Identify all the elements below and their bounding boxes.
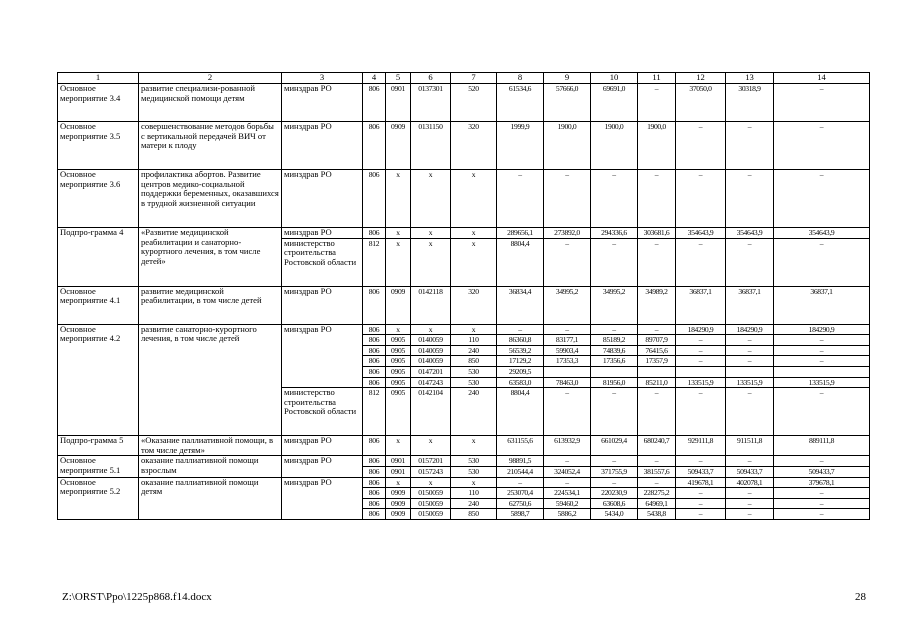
value-2014-cell: – xyxy=(497,324,544,335)
vr-cell: х xyxy=(451,324,497,335)
value-2018-cell: – xyxy=(676,238,726,286)
value-2015-cell: 78463,0 xyxy=(544,377,591,388)
csr-cell: 0157243 xyxy=(411,466,451,477)
value-2019-cell: 30318,9 xyxy=(726,84,774,122)
grbs-cell: 806 xyxy=(363,122,386,170)
grbs-cell: 806 xyxy=(363,498,386,509)
value-2020-cell: – xyxy=(774,170,870,228)
value-2020-cell: – xyxy=(774,84,870,122)
value-2017-cell: 34989,2 xyxy=(638,286,676,324)
executor-cell: минздрав РО xyxy=(282,286,363,324)
value-2014-cell: 631155,6 xyxy=(497,436,544,456)
value-2014-cell: 1999,9 xyxy=(497,122,544,170)
budget-table xyxy=(57,72,870,520)
executor-cell: минздрав РО xyxy=(282,84,363,122)
column-header: 4 xyxy=(363,73,386,84)
value-2016-cell: 63608,6 xyxy=(591,498,638,509)
grbs-cell: 812 xyxy=(363,238,386,286)
grbs-cell: 806 xyxy=(363,345,386,356)
value-2014-cell: – xyxy=(497,477,544,488)
rzpr-cell: х xyxy=(386,170,411,228)
rzpr-cell: 0909 xyxy=(386,286,411,324)
value-2016-cell: – xyxy=(591,324,638,335)
rzpr-cell: х xyxy=(386,228,411,239)
table-row xyxy=(58,477,870,488)
csr-cell: х xyxy=(411,324,451,335)
footer-file-path: Z:\ORST\Ppo\1225p868.f14.docx xyxy=(62,591,212,603)
value-2020-cell: – xyxy=(774,122,870,170)
value-2020-cell: 509433,7 xyxy=(774,466,870,477)
csr-cell: х xyxy=(411,477,451,488)
csr-cell: 0142104 xyxy=(411,388,451,436)
column-header-row xyxy=(58,73,870,84)
value-2018-cell: – xyxy=(676,456,726,467)
activity-cell: Подпро-грамма 4 xyxy=(58,228,139,287)
value-2017-cell: – xyxy=(638,477,676,488)
value-2020-cell: 184290,9 xyxy=(774,324,870,335)
rzpr-cell: 0909 xyxy=(386,122,411,170)
rzpr-cell: 0905 xyxy=(386,377,411,388)
executor-cell: минздрав РО xyxy=(282,477,363,519)
value-2020-cell: – xyxy=(774,335,870,346)
column-header: 5 xyxy=(386,73,411,84)
value-2014-cell: 253070,4 xyxy=(497,488,544,499)
value-2016-cell: 81956,0 xyxy=(591,377,638,388)
value-2020-cell: – xyxy=(774,238,870,286)
csr-cell: 0150059 xyxy=(411,488,451,499)
csr-cell: 0147243 xyxy=(411,377,451,388)
value-2018-cell: 419678,1 xyxy=(676,477,726,488)
description-cell: развитие специализи-рованной медицинской помощи детям xyxy=(139,84,282,122)
executor-cell: минздрав РО xyxy=(282,228,363,239)
vr-cell: 530 xyxy=(451,456,497,467)
activity-cell: Основное мероприятие 5.2 xyxy=(58,477,139,519)
table-row xyxy=(58,84,870,122)
value-2016-cell: 34995,2 xyxy=(591,286,638,324)
executor-cell: минздрав РО xyxy=(282,456,363,477)
value-2015-cell: – xyxy=(544,170,591,228)
rzpr-cell: х xyxy=(386,436,411,456)
grbs-cell: 806 xyxy=(363,477,386,488)
value-2017-cell: 303681,6 xyxy=(638,228,676,239)
value-2020-cell: – xyxy=(774,356,870,367)
value-2019-cell: 354643,9 xyxy=(726,228,774,239)
value-2014-cell: 29209,5 xyxy=(497,366,544,377)
value-2017-cell xyxy=(638,366,676,377)
column-header: 13 xyxy=(726,73,774,84)
value-2015-cell: 5886,2 xyxy=(544,509,591,520)
csr-cell: 0140059 xyxy=(411,345,451,356)
csr-cell: х xyxy=(411,170,451,228)
description-cell: «Развитие медицинской реабилитации и санаторно-курортного лечения, в том числе детей» xyxy=(139,228,282,287)
value-2016-cell: 371755,9 xyxy=(591,466,638,477)
value-2015-cell: – xyxy=(544,324,591,335)
grbs-cell: 806 xyxy=(363,170,386,228)
value-2020-cell: 379678,1 xyxy=(774,477,870,488)
value-2014-cell: – xyxy=(497,170,544,228)
csr-cell: 0157201 xyxy=(411,456,451,467)
value-2016-cell: 5434,0 xyxy=(591,509,638,520)
value-2020-cell: – xyxy=(774,509,870,520)
vr-cell: х xyxy=(451,436,497,456)
value-2019-cell: – xyxy=(726,238,774,286)
table-row xyxy=(58,228,870,239)
csr-cell: 0150059 xyxy=(411,509,451,520)
value-2017-cell: 76415,6 xyxy=(638,345,676,356)
value-2020-cell: 889111,8 xyxy=(774,436,870,456)
value-2015-cell: – xyxy=(544,388,591,436)
vr-cell: х xyxy=(451,477,497,488)
value-2016-cell xyxy=(591,366,638,377)
rzpr-cell: 0901 xyxy=(386,84,411,122)
value-2020-cell: 133515,9 xyxy=(774,377,870,388)
grbs-cell: 806 xyxy=(363,488,386,499)
vr-cell: 850 xyxy=(451,356,497,367)
value-2016-cell: 69691,0 xyxy=(591,84,638,122)
vr-cell: 110 xyxy=(451,488,497,499)
value-2018-cell: – xyxy=(676,498,726,509)
grbs-cell: 806 xyxy=(363,286,386,324)
value-2014-cell: 63583,0 xyxy=(497,377,544,388)
column-header: 7 xyxy=(451,73,497,84)
executor-cell: минздрав РО xyxy=(282,436,363,456)
value-2015-cell: 613932,9 xyxy=(544,436,591,456)
csr-cell: 0147201 xyxy=(411,366,451,377)
rzpr-cell: 0905 xyxy=(386,366,411,377)
vr-cell: 530 xyxy=(451,466,497,477)
description-cell: профилактика абортов. Развитие центров медико-социальной поддержки беременных, оказавшихся в трудной жизненной ситуации xyxy=(139,170,282,228)
column-header: 1 xyxy=(58,73,139,84)
value-2020-cell: – xyxy=(774,345,870,356)
value-2017-cell: – xyxy=(638,324,676,335)
rzpr-cell: 0901 xyxy=(386,466,411,477)
rzpr-cell: 0905 xyxy=(386,356,411,367)
activity-cell: Подпро-грамма 5 xyxy=(58,436,139,456)
value-2017-cell: – xyxy=(638,170,676,228)
value-2014-cell: 289656,1 xyxy=(497,228,544,239)
value-2016-cell: 85189,2 xyxy=(591,335,638,346)
csr-cell: 0137301 xyxy=(411,84,451,122)
activity-cell: Основное мероприятие 4.2 xyxy=(58,324,139,436)
vr-cell: 320 xyxy=(451,286,497,324)
value-2019-cell: – xyxy=(726,345,774,356)
value-2015-cell: – xyxy=(544,477,591,488)
value-2020-cell: – xyxy=(774,498,870,509)
description-cell: развитие медицинской реабилитации, в том числе детей xyxy=(139,286,282,324)
activity-cell: Основное мероприятие 3.4 xyxy=(58,84,139,122)
vr-cell: 850 xyxy=(451,509,497,520)
value-2016-cell: 1900,0 xyxy=(591,122,638,170)
value-2017-cell: 64969,1 xyxy=(638,498,676,509)
rzpr-cell: 0905 xyxy=(386,335,411,346)
vr-cell: 110 xyxy=(451,335,497,346)
value-2019-cell: 184290,9 xyxy=(726,324,774,335)
value-2018-cell xyxy=(676,366,726,377)
value-2014-cell: 8804,4 xyxy=(497,238,544,286)
value-2014-cell: 62750,6 xyxy=(497,498,544,509)
value-2015-cell: 57666,0 xyxy=(544,84,591,122)
table-body xyxy=(58,84,870,520)
value-2019-cell: 36837,1 xyxy=(726,286,774,324)
description-cell: совершенствование методов борьбы с вертикальной передачей ВИЧ от матери к плоду xyxy=(139,122,282,170)
rzpr-cell: х xyxy=(386,324,411,335)
column-header: 11 xyxy=(638,73,676,84)
value-2017-cell: – xyxy=(638,456,676,467)
value-2016-cell: – xyxy=(591,388,638,436)
table-row xyxy=(58,324,870,335)
value-2019-cell: – xyxy=(726,456,774,467)
description-cell: «Оказание паллиативной помощи, в том числе детям» xyxy=(139,436,282,456)
value-2017-cell: – xyxy=(638,238,676,286)
grbs-cell: 806 xyxy=(363,466,386,477)
grbs-cell: 812 xyxy=(363,388,386,436)
value-2015-cell xyxy=(544,366,591,377)
column-header: 3 xyxy=(282,73,363,84)
value-2019-cell xyxy=(726,366,774,377)
table-row xyxy=(58,122,870,170)
value-2015-cell: 59460,2 xyxy=(544,498,591,509)
activity-cell: Основное мероприятие 3.6 xyxy=(58,170,139,228)
column-header: 6 xyxy=(411,73,451,84)
value-2017-cell: – xyxy=(638,388,676,436)
csr-cell: 0140059 xyxy=(411,335,451,346)
value-2018-cell: – xyxy=(676,335,726,346)
value-2014-cell: 5898,7 xyxy=(497,509,544,520)
executor-cell: министерство строительства Ростовской области xyxy=(282,238,363,286)
vr-cell: 240 xyxy=(451,388,497,436)
value-2020-cell: – xyxy=(774,388,870,436)
value-2015-cell: – xyxy=(544,238,591,286)
grbs-cell: 806 xyxy=(363,228,386,239)
page-number: 28 xyxy=(855,591,866,603)
value-2016-cell: – xyxy=(591,238,638,286)
grbs-cell: 806 xyxy=(363,456,386,467)
value-2019-cell: 911511,8 xyxy=(726,436,774,456)
column-header: 14 xyxy=(774,73,870,84)
rzpr-cell: 0909 xyxy=(386,509,411,520)
value-2015-cell: 59903,4 xyxy=(544,345,591,356)
vr-cell: 520 xyxy=(451,84,497,122)
value-2016-cell: – xyxy=(591,170,638,228)
value-2018-cell: – xyxy=(676,388,726,436)
value-2014-cell: 8804,4 xyxy=(497,388,544,436)
vr-cell: х xyxy=(451,238,497,286)
value-2017-cell: 5438,8 xyxy=(638,509,676,520)
column-header: 9 xyxy=(544,73,591,84)
description-cell: оказание паллиативной помощи взрослым xyxy=(139,456,282,477)
value-2020-cell: – xyxy=(774,488,870,499)
grbs-cell: 806 xyxy=(363,356,386,367)
value-2019-cell: – xyxy=(726,509,774,520)
value-2020-cell: – xyxy=(774,456,870,467)
value-2019-cell: 509433,7 xyxy=(726,466,774,477)
value-2019-cell: 402078,1 xyxy=(726,477,774,488)
rzpr-cell: х xyxy=(386,477,411,488)
activity-cell: Основное мероприятие 3.5 xyxy=(58,122,139,170)
value-2015-cell: 17353,3 xyxy=(544,356,591,367)
value-2015-cell: 83177,1 xyxy=(544,335,591,346)
csr-cell: 0131150 xyxy=(411,122,451,170)
value-2016-cell: 220230,9 xyxy=(591,488,638,499)
value-2016-cell: 17356,6 xyxy=(591,356,638,367)
csr-cell: х xyxy=(411,238,451,286)
value-2018-cell: 133515,9 xyxy=(676,377,726,388)
rzpr-cell: х xyxy=(386,238,411,286)
value-2014-cell: 86360,8 xyxy=(497,335,544,346)
value-2014-cell: 61534,6 xyxy=(497,84,544,122)
value-2017-cell: 17357,9 xyxy=(638,356,676,367)
value-2015-cell: – xyxy=(544,456,591,467)
value-2016-cell: 661029,4 xyxy=(591,436,638,456)
csr-cell: 0142118 xyxy=(411,286,451,324)
column-header: 2 xyxy=(139,73,282,84)
value-2017-cell: 381557,6 xyxy=(638,466,676,477)
value-2015-cell: 34995,2 xyxy=(544,286,591,324)
value-2017-cell: 1900,0 xyxy=(638,122,676,170)
csr-cell: х xyxy=(411,228,451,239)
value-2017-cell: 89707,9 xyxy=(638,335,676,346)
value-2019-cell: 133515,9 xyxy=(726,377,774,388)
value-2018-cell: – xyxy=(676,170,726,228)
vr-cell: 320 xyxy=(451,122,497,170)
value-2016-cell: 294336,6 xyxy=(591,228,638,239)
executor-cell: минздрав РО xyxy=(282,122,363,170)
table-row xyxy=(58,436,870,456)
value-2014-cell: 36834,4 xyxy=(497,286,544,324)
grbs-cell: 806 xyxy=(363,377,386,388)
value-2019-cell: – xyxy=(726,122,774,170)
table-row xyxy=(58,170,870,228)
value-2014-cell: 56539,2 xyxy=(497,345,544,356)
grbs-cell: 806 xyxy=(363,436,386,456)
executor-cell: минздрав РО xyxy=(282,170,363,228)
column-header: 12 xyxy=(676,73,726,84)
column-header: 10 xyxy=(591,73,638,84)
value-2014-cell: 98891,5 xyxy=(497,456,544,467)
value-2019-cell: – xyxy=(726,356,774,367)
value-2019-cell: – xyxy=(726,388,774,436)
rzpr-cell: 0901 xyxy=(386,456,411,467)
grbs-cell: 806 xyxy=(363,509,386,520)
value-2014-cell: 17129,2 xyxy=(497,356,544,367)
vr-cell: 240 xyxy=(451,498,497,509)
value-2018-cell: 36837,1 xyxy=(676,286,726,324)
value-2017-cell: 680240,7 xyxy=(638,436,676,456)
grbs-cell: 806 xyxy=(363,366,386,377)
activity-cell: Основное мероприятие 5.1 xyxy=(58,456,139,477)
column-header: 8 xyxy=(497,73,544,84)
grbs-cell: 806 xyxy=(363,84,386,122)
value-2019-cell: – xyxy=(726,498,774,509)
value-2017-cell: 85211,0 xyxy=(638,377,676,388)
rzpr-cell: 0909 xyxy=(386,488,411,499)
value-2019-cell: – xyxy=(726,170,774,228)
value-2018-cell: – xyxy=(676,488,726,499)
vr-cell: 530 xyxy=(451,366,497,377)
value-2020-cell xyxy=(774,366,870,377)
rzpr-cell: 0909 xyxy=(386,498,411,509)
value-2018-cell: 354643,9 xyxy=(676,228,726,239)
description-cell: оказание паллиативной помощи детям xyxy=(139,477,282,519)
value-2018-cell: – xyxy=(676,122,726,170)
value-2018-cell: 929111,8 xyxy=(676,436,726,456)
value-2014-cell: 210544,4 xyxy=(497,466,544,477)
value-2016-cell: – xyxy=(591,456,638,467)
rzpr-cell: 0905 xyxy=(386,388,411,436)
value-2016-cell: 74839,6 xyxy=(591,345,638,356)
csr-cell: х xyxy=(411,436,451,456)
value-2019-cell: – xyxy=(726,335,774,346)
table-row xyxy=(58,286,870,324)
value-2018-cell: – xyxy=(676,509,726,520)
value-2017-cell: 228275,2 xyxy=(638,488,676,499)
executor-cell: министерство строительства Ростовской области xyxy=(282,388,363,436)
value-2015-cell: 224534,1 xyxy=(544,488,591,499)
grbs-cell: 806 xyxy=(363,335,386,346)
value-2017-cell: – xyxy=(638,84,676,122)
vr-cell: 240 xyxy=(451,345,497,356)
value-2020-cell: 354643,9 xyxy=(774,228,870,239)
value-2015-cell: 273892,0 xyxy=(544,228,591,239)
value-2015-cell: 1900,0 xyxy=(544,122,591,170)
value-2020-cell: 36837,1 xyxy=(774,286,870,324)
table-row xyxy=(58,456,870,467)
vr-cell: х xyxy=(451,228,497,239)
value-2018-cell: – xyxy=(676,345,726,356)
grbs-cell: 806 xyxy=(363,324,386,335)
value-2018-cell: 509433,7 xyxy=(676,466,726,477)
csr-cell: 0150059 xyxy=(411,498,451,509)
value-2018-cell: 37050,0 xyxy=(676,84,726,122)
csr-cell: 0140059 xyxy=(411,356,451,367)
vr-cell: 530 xyxy=(451,377,497,388)
description-cell: развитие санаторно-курортного лечения, в том числе детей xyxy=(139,324,282,436)
value-2016-cell: – xyxy=(591,477,638,488)
value-2015-cell: 324052,4 xyxy=(544,466,591,477)
value-2018-cell: 184290,9 xyxy=(676,324,726,335)
executor-cell: минздрав РО xyxy=(282,324,363,388)
vr-cell: х xyxy=(451,170,497,228)
value-2019-cell: – xyxy=(726,488,774,499)
value-2018-cell: – xyxy=(676,356,726,367)
activity-cell: Основное мероприятие 4.1 xyxy=(58,286,139,324)
rzpr-cell: 0905 xyxy=(386,345,411,356)
